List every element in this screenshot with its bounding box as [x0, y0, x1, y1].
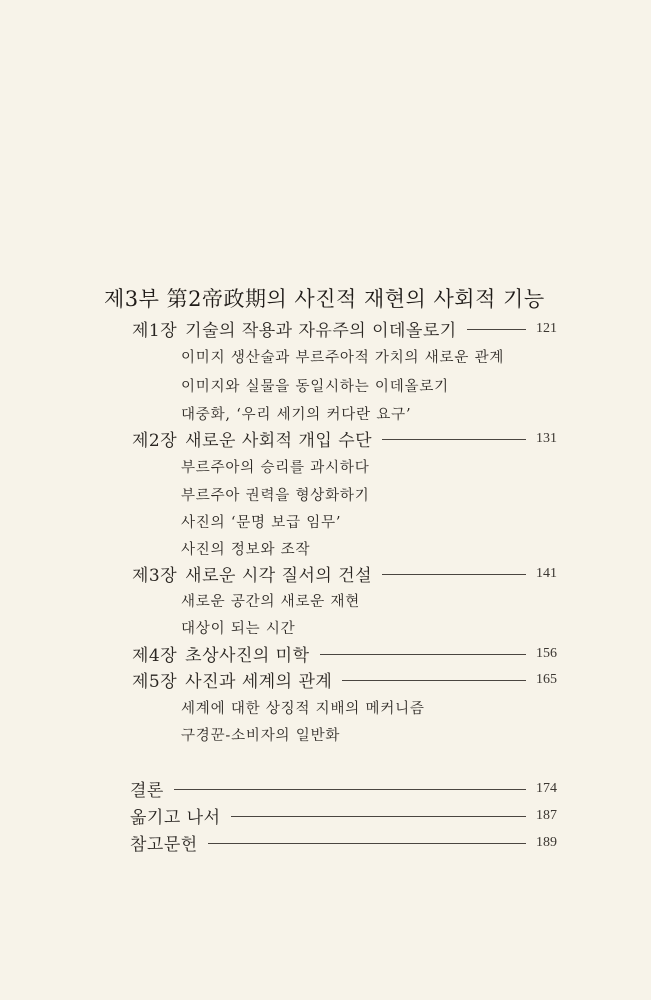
toc-section[interactable]: 대상이 되는 시간 [181, 621, 296, 637]
leader-line [342, 680, 526, 681]
toc-section[interactable]: 부르주아 권력을 형상화하기 [181, 488, 370, 504]
chapter-label: 제4장 [132, 646, 178, 666]
toc-entry-translator-afterword[interactable] [130, 803, 557, 828]
chapter-label: 제1장 [132, 321, 178, 341]
chapter-label: 제5장 [132, 672, 178, 692]
chapter-title: 사진과 세계의 관계 [185, 672, 333, 692]
toc-entry-chapter-2[interactable] [132, 426, 557, 451]
toc-entry-bibliography[interactable] [130, 830, 557, 855]
page-number: 189 [536, 834, 557, 850]
entry-title: 옮기고 나서 [130, 808, 221, 828]
toc-entry-chapter-4[interactable] [132, 641, 557, 666]
page-number: 187 [536, 807, 557, 823]
toc-section[interactable]: 이미지와 실물을 동일시하는 이데올로기 [181, 379, 449, 395]
entry-title: 결론 [130, 781, 164, 801]
leader-line [382, 574, 526, 575]
page-number: 131 [536, 430, 557, 446]
chapter-label: 제2장 [132, 431, 178, 451]
leader-line [320, 654, 526, 655]
part-title: 제3부 第2帝政期의 사진적 재현의 사회적 기능 [104, 287, 545, 311]
page-number: 174 [536, 780, 557, 796]
chapter-title: 초상사진의 미학 [185, 646, 310, 666]
toc-section[interactable]: 세계에 대한 상징적 지배의 메커니즘 [181, 701, 425, 717]
page-number: 165 [536, 671, 557, 687]
toc-section[interactable]: 이미지 생산술과 부르주아적 가치의 새로운 관계 [181, 350, 505, 366]
entry-title: 참고문헌 [130, 835, 198, 855]
toc-section[interactable]: 사진의 정보와 조작 [181, 542, 311, 558]
toc-entry-chapter-1[interactable] [132, 316, 557, 341]
toc-section[interactable]: 새로운 공간의 새로운 재현 [181, 594, 361, 610]
leader-line [208, 843, 526, 844]
page-number: 156 [536, 645, 557, 661]
chapter-label: 제3장 [132, 566, 178, 586]
chapter-title: 새로운 사회적 개입 수단 [185, 431, 373, 451]
toc-entry-chapter-5[interactable] [132, 667, 557, 692]
leader-line [231, 816, 526, 817]
leader-line [467, 329, 526, 330]
toc-entry-chapter-3[interactable] [132, 561, 557, 586]
toc-section[interactable]: 대중화, ‘우리 세기의 커다란 요구’ [181, 407, 412, 423]
toc-section[interactable]: 부르주아의 승리를 과시하다 [181, 460, 370, 476]
toc-section[interactable]: 구경꾼-소비자의 일반화 [181, 728, 341, 744]
page-number: 121 [536, 320, 557, 336]
leader-line [174, 789, 526, 790]
toc-entry-conclusion[interactable] [130, 776, 557, 801]
chapter-title: 새로운 시각 질서의 건설 [185, 566, 373, 586]
leader-line [382, 439, 526, 440]
page-number: 141 [536, 565, 557, 581]
toc-section[interactable]: 사진의 ‘문명 보급 임무’ [181, 515, 342, 531]
chapter-title: 기술의 작용과 자유주의 이데올로기 [185, 321, 457, 341]
